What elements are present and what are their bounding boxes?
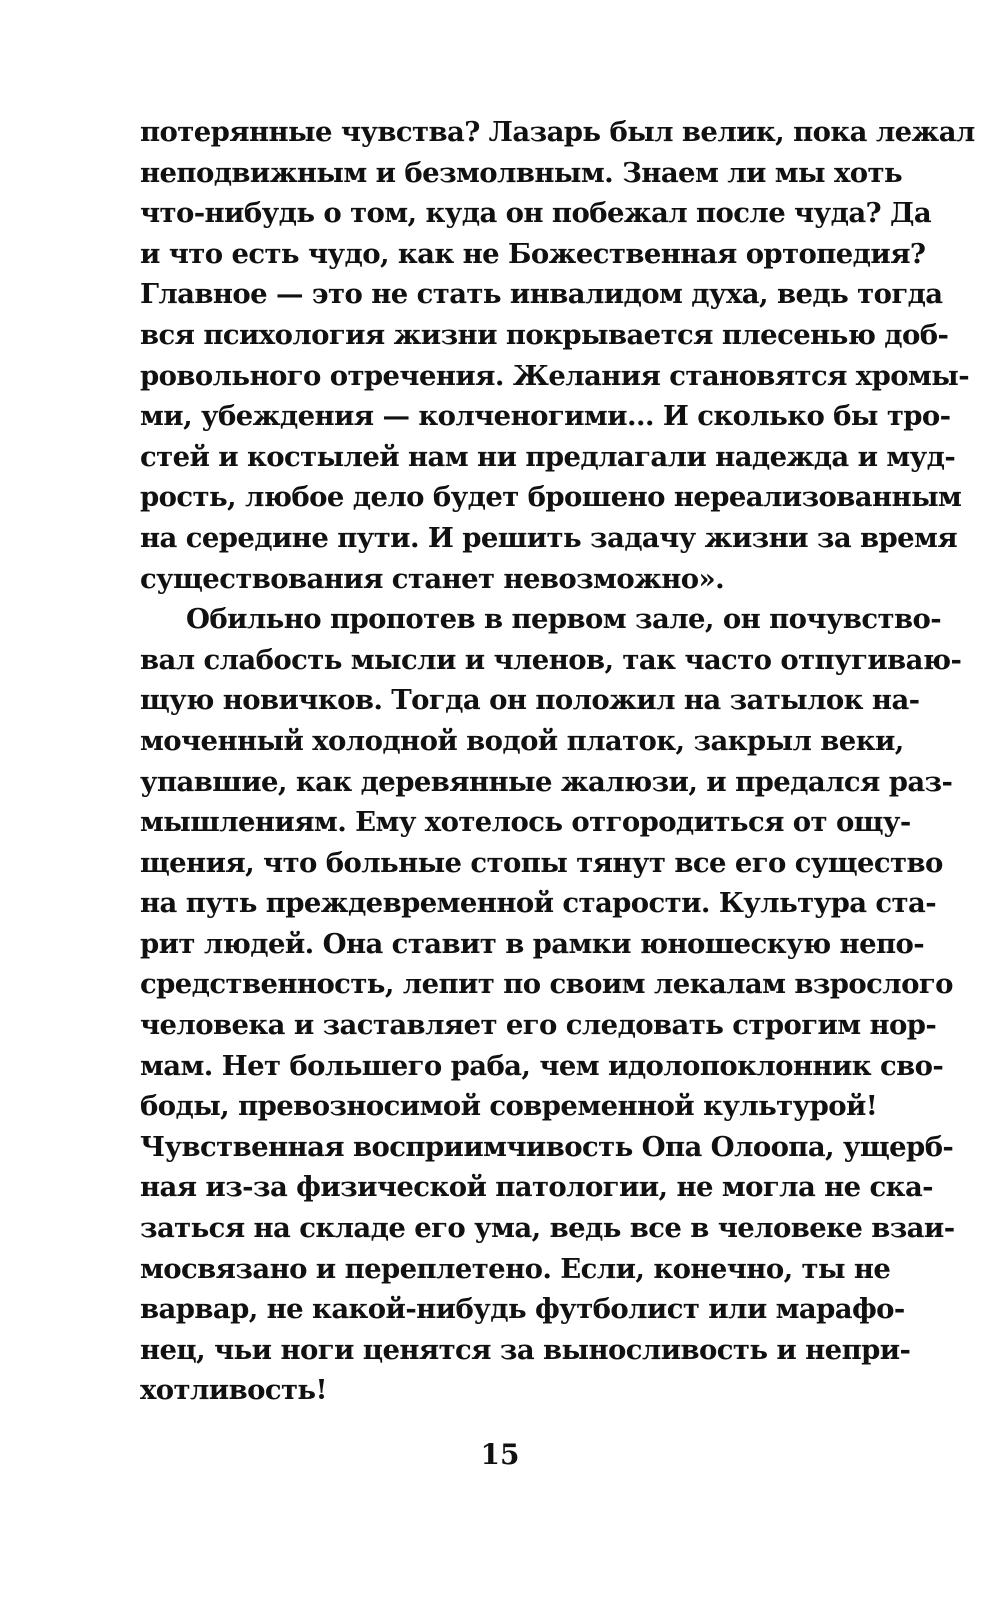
text-line: заться на складе его ума, ведь все в человеке взаи- bbox=[140, 1212, 955, 1245]
text-line: нец, чьи ноги ценятся за выносливость и непри- bbox=[140, 1333, 911, 1366]
text-line: средственность, лепит по своим лекалам взрослого bbox=[140, 968, 953, 1001]
text-line: щую новичков. Тогда он положил на затылок на- bbox=[140, 684, 920, 717]
text-line: человека и заставляет его следовать строгим нор- bbox=[140, 1009, 937, 1042]
page-number: 15 bbox=[480, 1438, 520, 1471]
text-line: боды, превозносимой современной культурой! bbox=[140, 1090, 878, 1123]
text-line: рость, любое дело будет брошено нереализованным bbox=[140, 481, 962, 514]
text-line: потерянные чувства? Лазарь был велик, пока лежал bbox=[140, 116, 975, 148]
text-line: существования станет невозможно». bbox=[140, 562, 725, 595]
text-line: мышлениям. Ему хотелось отгородиться от ощу- bbox=[140, 806, 911, 839]
body-text bbox=[140, 112, 975, 1411]
text-line: на путь преждевременной старости. Культура ста- bbox=[140, 887, 937, 920]
paragraph-start-line: Обильно пропотев в первом зале, он почувство- bbox=[186, 603, 942, 636]
text-line: хотливость! bbox=[140, 1374, 327, 1407]
text-line: варвар, не какой-нибудь футболист или марафо- bbox=[140, 1293, 905, 1326]
text-line: моченный холодной водой платок, закрыл веки, bbox=[140, 724, 904, 757]
text-line: и что есть чудо, как не Божественная ортопедия? bbox=[140, 237, 926, 270]
text-line: упавшие, как деревянные жалюзи, и предался раз- bbox=[140, 765, 953, 798]
text-line: ная из-за физической патологии, не могла не ска- bbox=[140, 1171, 933, 1204]
text-line: мам. Нет большего раба, чем идолопоклонник сво- bbox=[140, 1049, 944, 1082]
text-line: мосвязано и переплетено. Если, конечно, ты не bbox=[140, 1252, 891, 1285]
text-line: что-нибудь о том, куда он побежал после чуда? Да bbox=[140, 197, 932, 230]
text-line: ровольного отречения. Желания становятся хромы- bbox=[140, 359, 970, 392]
text-line: стей и костылей нам ни предлагали надежда и муд- bbox=[140, 440, 956, 473]
text-line: Чувственная восприимчивость Опа Олоопа, ущерб- bbox=[140, 1130, 954, 1163]
text-line: щения, что больные стопы тянут все его существо bbox=[140, 846, 943, 879]
text-line: рит людей. Она ставит в рамки юношескую непо- bbox=[140, 927, 925, 960]
text-line: на середине пути. И решить задачу жизни за время bbox=[140, 521, 958, 554]
text-line: Главное — это не стать инвалидом духа, ведь тогда bbox=[140, 278, 943, 311]
text-line: неподвижным и безмолвным. Знаем ли мы хоть bbox=[140, 156, 903, 189]
text-line: вся психология жизни покрывается плесенью доб- bbox=[140, 318, 949, 351]
text-line: ми, убеждения — колченогими… И сколько бы тро- bbox=[140, 400, 951, 433]
text-line: вал слабость мысли и членов, так часто отпугиваю- bbox=[140, 643, 962, 676]
